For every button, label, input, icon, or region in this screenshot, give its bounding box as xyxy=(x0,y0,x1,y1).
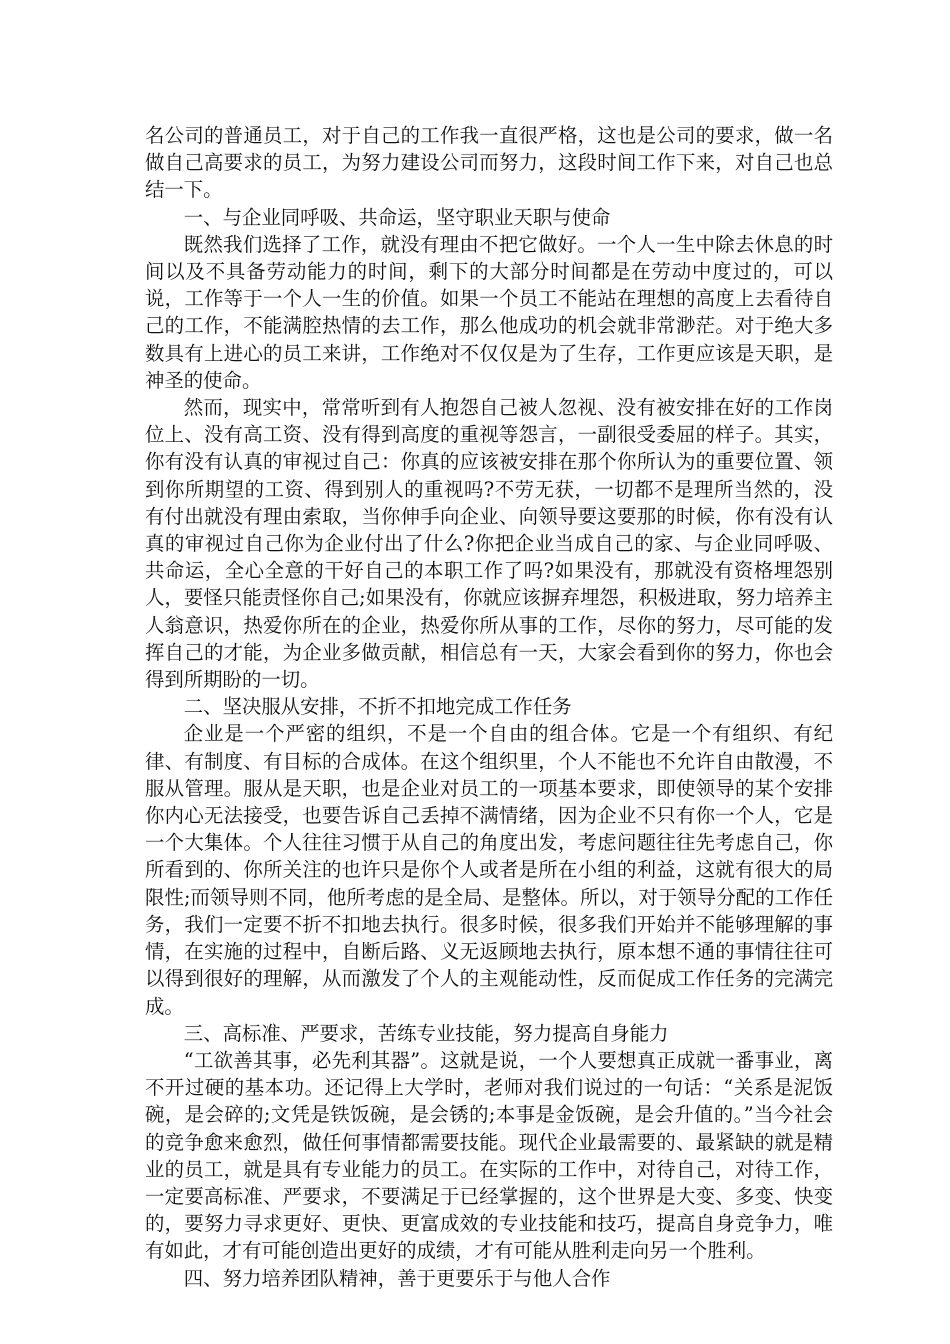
section-heading: 四、努力培养团队精神，善于更要乐于与他人合作 xyxy=(183,1266,611,1290)
body-paragraph: “工欲善其事，必先利其器”。这就是说，一个人要想真正成就一番事业，离不开过硬的基本功。还记得上大学时，老师对我们说过的一句话：“关系是泥饭碗，是会碎的;文凭是铁饭碗，是会锈的;本事是金饭碗，是会升值的。”当今社会的竞争愈来愈烈，做任何事情都需要技能。现代企业最需要的、最紧缺的就是精业的员工，就是具有专业能力的员工。在实际的工作中，对待自己，对待工作，一定要高标准、严要求，不要满足于已经掌握的，这个世界是大变、多变、快变的，要努力寻求更好、更快、更富成效的专业技能和技巧，提高自身竞争力，唯有如此，才有可能创造出更好的成绩，才有可能从胜利走向另一个胜利。 xyxy=(145,1048,833,1263)
section-heading: 三、高标准、严要求，苦练专业技能，努力提高自身能力 xyxy=(183,1021,669,1045)
body-paragraph: 然而，现实中，常常听到有人抱怨自己被人忽视、没有被安排在好的工作岗位上、没有高工资、没有得到高度的重视等怨言，一副很受委屈的样子。其实，你有没有认真的审视过自己：你真的应该被安排在那个你所认为的重要位置、领到你所期望的工资、得到别人的重视吗?不劳无获，一切都不是理所当然的，没有付出就没有理由索取，当你伸手向企业、向领导要这要那的时候，你有没有认真的审视过自己你为企业付出了什么?你把企业当成自己的家、与企业同呼吸、共命运，全心全意的干好自己的本职工作了吗?如果没有，那就没有资格埋怨别人，要怪只能责怪你自己;如果没有，你就应该摒弃埋怨，积极进取，努力培养主人翁意识，热爱你所在的企业，热爱你所从事的工作，尽你的努力，尽可能的发挥自己的才能，为企业多做贡献，相信总有一天，大家会看到你的努力，你也会得到所期盼的一切。 xyxy=(145,396,833,692)
body-paragraph: 既然我们选择了工作，就没有理由不把它做好。一个人一生中除去休息的时间以及不具备劳动能力的时间，剩下的大部分时间都是在劳动中度过的，可以说，工作等于一个人一生的价值。如果一个员工不能站在理想的高度上去看待自己的工作，不能满腔热情的去工作，那么他成功的机会就非常渺茫。对于绝大多数具有上进心的员工来讲，工作绝对不仅仅是为了生存，工作更应该是天职，是神圣的使命。 xyxy=(145,232,833,392)
section-heading: 一、与企业同呼吸、共命运，坚守职业天职与使命 xyxy=(183,205,611,229)
document-page xyxy=(145,122,833,1292)
section-heading: 二、坚决服从安排，不折不扣地完成工作任务 xyxy=(183,695,572,719)
body-paragraph: 名公司的普通员工，对于自己的工作我一直很严格，这也是公司的要求，做一名做自己高要求的员工，为努力建设公司而努力，这段时间工作下来，对自己也总结一下。 xyxy=(145,124,833,202)
body-paragraph: 企业是一个严密的组织，不是一个自由的组合体。它是一个有组织、有纪律、有制度、有目标的合成体。在这个组织里，个人不能也不允许自由散漫，不服从管理。服从是天职，也是企业对员工的一项基本要求，即使领导的某个安排你内心无法接受，也要告诉自己丢掉不满情绪，因为企业不只有你一个人，它是一个大集体。个人往往习惯于从自己的角度出发，考虑问题往往先考虑自己，你所看到的、你所关注的也许只是你个人或者是所在小组的利益，这就有很大的局限性;而领导则不同，他所考虑的是全局、是整体。所以，对于领导分配的工作任务，我们一定要不折不扣地去执行。很多时候，很多我们开始并不能够理解的事情，在实施的过程中，自断后路、义无返顾地去执行，原本想不通的事情往往可以得到很好的理解，从而激发了个人的主观能动性，反而促成工作任务的完满完成。 xyxy=(145,722,833,1018)
